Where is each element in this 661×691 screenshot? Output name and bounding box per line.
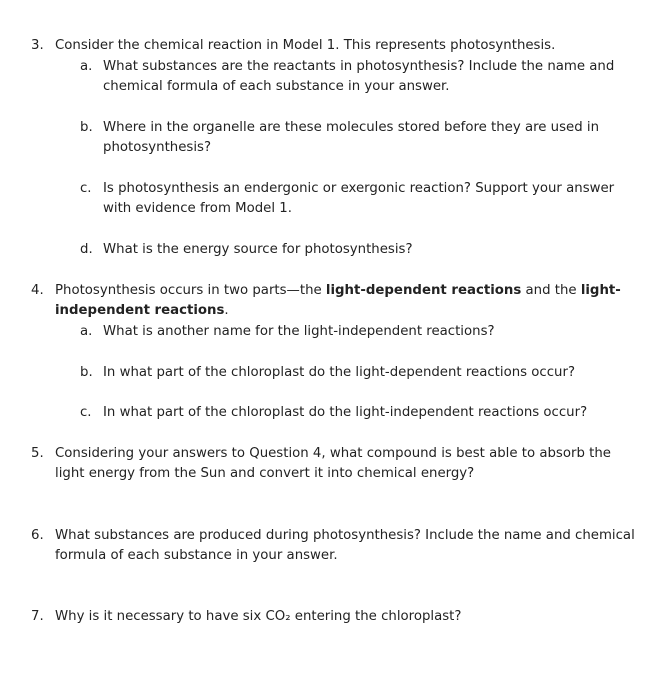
question-text-part: . xyxy=(224,303,229,318)
sub-question-text: In what part of the chloroplast do the light-dependent reactions occur? xyxy=(103,365,576,380)
question-number: 6. xyxy=(31,528,44,543)
question-4 xyxy=(31,281,641,321)
question-number: 3. xyxy=(31,38,44,53)
sub-question-text: What substances are the reactants in photosynthesis? Include the name and chemical formula of each substance in your answer. xyxy=(103,59,615,94)
sub-question-text: What is another name for the light-independent reactions? xyxy=(103,324,495,339)
sub-question-letter: a. xyxy=(80,324,93,339)
sub-question-text: What is the energy source for photosynthesis? xyxy=(103,242,413,257)
question-text xyxy=(55,281,641,321)
question-3d xyxy=(80,240,620,260)
sub-question-letter: b. xyxy=(80,120,93,135)
question-text: Why is it necessary to have six CO₂ entering the chloroplast? xyxy=(55,609,462,624)
bold-term-light-dependent: light-dependent reactions xyxy=(325,283,522,298)
question-5 xyxy=(31,444,641,484)
question-text: Consider the chemical reaction in Model 1. This represents photosynthesis. xyxy=(55,38,556,53)
sub-question-text: Is photosynthesis an endergonic or exergonic reaction? Support your answer with evidence from Model 1. xyxy=(103,181,615,216)
question-4b xyxy=(80,363,620,383)
sub-question-letter: c. xyxy=(80,181,92,196)
question-text: Considering your answers to Question 4, what compound is best able to absorb the light energy from the Sun and convert it into chemical energy? xyxy=(55,446,611,481)
question-4c xyxy=(80,403,620,423)
sub-question-letter: d. xyxy=(80,242,93,257)
question-text-part: and the xyxy=(521,283,581,298)
sub-question-letter: a. xyxy=(80,59,93,74)
question-3a xyxy=(80,57,620,97)
question-number: 7. xyxy=(31,609,44,624)
question-3 xyxy=(31,36,641,56)
sub-question-text: Where in the organelle are these molecules stored before they are used in photosynthesis? xyxy=(103,120,600,155)
question-3b xyxy=(80,118,620,158)
sub-question-text: In what part of the chloroplast do the light-independent reactions occur? xyxy=(103,405,588,420)
question-number: 5. xyxy=(31,446,44,461)
question-text: What substances are produced during photosynthesis? Include the name and chemical formula of each substance in your answer. xyxy=(55,528,635,563)
question-6 xyxy=(31,526,641,566)
question-4a xyxy=(80,322,620,342)
sub-question-letter: b. xyxy=(80,365,93,380)
sub-question-letter: c. xyxy=(80,405,92,420)
question-7 xyxy=(31,607,641,627)
question-text-part: Photosynthesis occurs in two parts—the xyxy=(55,283,326,298)
question-3c xyxy=(80,179,620,219)
question-number: 4. xyxy=(31,283,44,298)
bold-term-light-independent: light-independent reactions xyxy=(55,283,621,318)
